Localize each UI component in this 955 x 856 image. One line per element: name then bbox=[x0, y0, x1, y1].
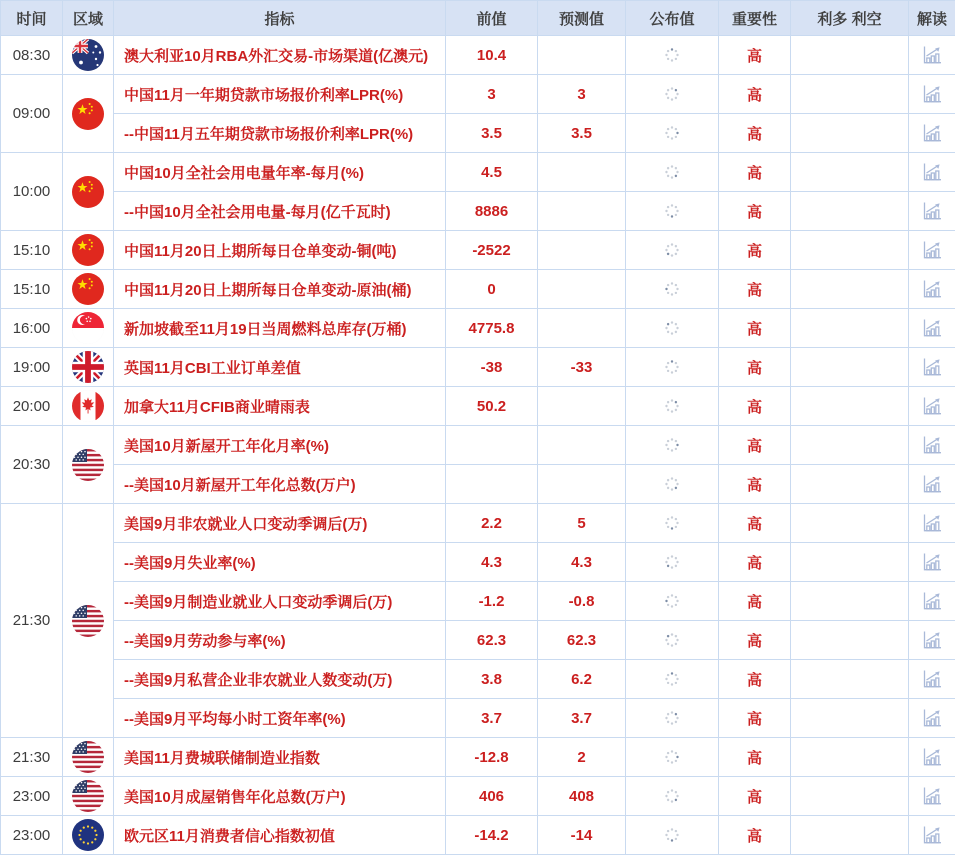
published-value-cell bbox=[626, 192, 719, 231]
interpret-cell bbox=[909, 582, 955, 621]
region-cell bbox=[63, 231, 114, 270]
bull-bear-cell bbox=[791, 543, 909, 582]
interpret-cell bbox=[909, 75, 955, 114]
header-importance: 重要性 bbox=[719, 1, 791, 36]
published-value-cell bbox=[626, 699, 719, 738]
importance-cell: 高 bbox=[719, 387, 791, 426]
table-row bbox=[1, 75, 955, 114]
loading-spinner-icon bbox=[664, 437, 680, 453]
time-cell: 15:10 bbox=[1, 270, 63, 309]
forecast-value-cell: 3.7 bbox=[538, 699, 626, 738]
forecast-value-cell: 3.5 bbox=[538, 114, 626, 153]
indicator-name-cell: 美国11月费城联储制造业指数 bbox=[114, 738, 446, 777]
interpret-cell bbox=[909, 348, 955, 387]
time-cell: 19:00 bbox=[1, 348, 63, 387]
indicator-name-cell: 中国11月20日上期所每日仓单变动-铜(吨) bbox=[114, 231, 446, 270]
previous-value-cell: -2522 bbox=[446, 231, 538, 270]
forecast-value-cell bbox=[538, 192, 626, 231]
bull-bear-cell bbox=[791, 231, 909, 270]
indicator-name-cell: 美国10月新屋开工年化月率(%) bbox=[114, 426, 446, 465]
forecast-value-cell: 3 bbox=[538, 75, 626, 114]
indicator-name-cell: --美国9月制造业就业人口变动季调后(万) bbox=[114, 582, 446, 621]
interpret-cell bbox=[909, 504, 955, 543]
calendar-body bbox=[1, 36, 955, 855]
time-cell: 09:00 bbox=[1, 75, 63, 153]
previous-value-cell: -1.2 bbox=[446, 582, 538, 621]
loading-spinner-icon bbox=[664, 554, 680, 570]
indicator-name-cell: --美国9月私营企业非农就业人数变动(万) bbox=[114, 660, 446, 699]
previous-value-cell: -38 bbox=[446, 348, 538, 387]
view-chart-button[interactable] bbox=[921, 434, 943, 456]
loading-spinner-icon bbox=[664, 242, 680, 258]
interpret-cell bbox=[909, 270, 955, 309]
header-time: 时间 bbox=[1, 1, 63, 36]
published-value-cell bbox=[626, 114, 719, 153]
indicator-name-cell: 中国10月全社会用电量年率-每月(%) bbox=[114, 153, 446, 192]
interpret-cell bbox=[909, 816, 955, 855]
region-cell bbox=[63, 504, 114, 738]
bull-bear-cell bbox=[791, 660, 909, 699]
china-flag-icon bbox=[72, 98, 104, 130]
previous-value-cell: 3.5 bbox=[446, 114, 538, 153]
table-row bbox=[1, 153, 955, 192]
table-row bbox=[1, 465, 955, 504]
region-cell bbox=[63, 75, 114, 153]
view-chart-button[interactable] bbox=[921, 824, 943, 846]
view-chart-button[interactable] bbox=[921, 200, 943, 222]
view-chart-button[interactable] bbox=[921, 785, 943, 807]
table-row bbox=[1, 543, 955, 582]
published-value-cell bbox=[626, 582, 719, 621]
time-cell: 20:30 bbox=[1, 426, 63, 504]
importance-cell: 高 bbox=[719, 75, 791, 114]
previous-value-cell: 50.2 bbox=[446, 387, 538, 426]
forecast-value-cell: 4.3 bbox=[538, 543, 626, 582]
indicator-name-cell: --中国11月五年期贷款市场报价利率LPR(%) bbox=[114, 114, 446, 153]
interpret-cell bbox=[909, 36, 955, 75]
table-row bbox=[1, 426, 955, 465]
bull-bear-cell bbox=[791, 777, 909, 816]
loading-spinner-icon bbox=[664, 359, 680, 375]
importance-cell: 高 bbox=[719, 816, 791, 855]
previous-value-cell: 62.3 bbox=[446, 621, 538, 660]
forecast-value-cell: 6.2 bbox=[538, 660, 626, 699]
importance-cell: 高 bbox=[719, 621, 791, 660]
indicator-name-cell: 美国10月成屋销售年化总数(万户) bbox=[114, 777, 446, 816]
previous-value-cell bbox=[446, 465, 538, 504]
bull-bear-cell bbox=[791, 270, 909, 309]
time-cell: 23:00 bbox=[1, 816, 63, 855]
time-cell: 21:30 bbox=[1, 738, 63, 777]
forecast-value-cell: 5 bbox=[538, 504, 626, 543]
published-value-cell bbox=[626, 426, 719, 465]
header-bull-bear: 利多 利空 bbox=[791, 1, 909, 36]
bull-bear-cell bbox=[791, 192, 909, 231]
indicator-name-cell: --中国10月全社会用电量-每月(亿千瓦时) bbox=[114, 192, 446, 231]
indicator-name-cell: 欧元区11月消费者信心指数初值 bbox=[114, 816, 446, 855]
previous-value-cell: 4775.8 bbox=[446, 309, 538, 348]
loading-spinner-icon bbox=[664, 164, 680, 180]
published-value-cell bbox=[626, 75, 719, 114]
interpret-cell bbox=[909, 192, 955, 231]
table-row bbox=[1, 36, 955, 75]
previous-value-cell: 10.4 bbox=[446, 36, 538, 75]
forecast-value-cell bbox=[538, 36, 626, 75]
previous-value-cell: 0 bbox=[446, 270, 538, 309]
indicator-name-cell: --美国9月平均每小时工资年率(%) bbox=[114, 699, 446, 738]
bull-bear-cell bbox=[791, 75, 909, 114]
canada-flag-icon bbox=[72, 390, 104, 422]
view-chart-button[interactable] bbox=[921, 590, 943, 612]
forecast-value-cell bbox=[538, 270, 626, 309]
forecast-value-cell bbox=[538, 231, 626, 270]
table-row bbox=[1, 348, 955, 387]
time-cell: 15:10 bbox=[1, 231, 63, 270]
region-cell bbox=[63, 153, 114, 231]
region-cell bbox=[63, 36, 114, 75]
indicator-name-cell: --美国10月新屋开工年化总数(万户) bbox=[114, 465, 446, 504]
bull-bear-cell bbox=[791, 309, 909, 348]
bull-bear-cell bbox=[791, 738, 909, 777]
interpret-cell bbox=[909, 738, 955, 777]
published-value-cell bbox=[626, 816, 719, 855]
interpret-cell bbox=[909, 231, 955, 270]
previous-value-cell: 3.7 bbox=[446, 699, 538, 738]
previous-value-cell: -12.8 bbox=[446, 738, 538, 777]
header-forecast: 预测值 bbox=[538, 1, 626, 36]
bull-bear-cell bbox=[791, 465, 909, 504]
time-cell: 08:30 bbox=[1, 36, 63, 75]
importance-cell: 高 bbox=[719, 699, 791, 738]
loading-spinner-icon bbox=[664, 710, 680, 726]
interpret-cell bbox=[909, 621, 955, 660]
view-chart-button[interactable] bbox=[921, 668, 943, 690]
loading-spinner-icon bbox=[664, 125, 680, 141]
loading-spinner-icon bbox=[664, 320, 680, 336]
time-cell: 20:00 bbox=[1, 387, 63, 426]
forecast-value-cell: 408 bbox=[538, 777, 626, 816]
forecast-value-cell: -0.8 bbox=[538, 582, 626, 621]
loading-spinner-icon bbox=[664, 827, 680, 843]
header-region: 区域 bbox=[63, 1, 114, 36]
bull-bear-cell bbox=[791, 153, 909, 192]
loading-spinner-icon bbox=[664, 593, 680, 609]
published-value-cell bbox=[626, 270, 719, 309]
uk-flag-icon bbox=[72, 351, 104, 383]
loading-spinner-icon bbox=[664, 281, 680, 297]
header-indicator: 指标 bbox=[114, 1, 446, 36]
loading-spinner-icon bbox=[664, 203, 680, 219]
time-cell: 16:00 bbox=[1, 309, 63, 348]
bull-bear-cell bbox=[791, 426, 909, 465]
loading-spinner-icon bbox=[664, 632, 680, 648]
previous-value-cell: 4.3 bbox=[446, 543, 538, 582]
table-row bbox=[1, 777, 955, 816]
previous-value-cell: 3 bbox=[446, 75, 538, 114]
bull-bear-cell bbox=[791, 348, 909, 387]
view-chart-button[interactable] bbox=[921, 317, 943, 339]
loading-spinner-icon bbox=[664, 749, 680, 765]
interpret-cell bbox=[909, 153, 955, 192]
interpret-cell bbox=[909, 543, 955, 582]
published-value-cell bbox=[626, 504, 719, 543]
singapore-flag-icon bbox=[72, 312, 104, 344]
importance-cell: 高 bbox=[719, 348, 791, 387]
bull-bear-cell bbox=[791, 36, 909, 75]
published-value-cell bbox=[626, 36, 719, 75]
loading-spinner-icon bbox=[664, 788, 680, 804]
importance-cell: 高 bbox=[719, 192, 791, 231]
bull-bear-cell bbox=[791, 387, 909, 426]
forecast-value-cell: -33 bbox=[538, 348, 626, 387]
indicator-name-cell: 澳大利亚10月RBA外汇交易-市场渠道(亿澳元) bbox=[114, 36, 446, 75]
view-chart-button[interactable] bbox=[921, 239, 943, 261]
region-cell bbox=[63, 738, 114, 777]
view-chart-button[interactable] bbox=[921, 122, 943, 144]
indicator-name-cell: 美国9月非农就业人口变动季调后(万) bbox=[114, 504, 446, 543]
header-previous: 前值 bbox=[446, 1, 538, 36]
view-chart-button[interactable] bbox=[921, 161, 943, 183]
importance-cell: 高 bbox=[719, 465, 791, 504]
previous-value-cell: 3.8 bbox=[446, 660, 538, 699]
interpret-cell bbox=[909, 699, 955, 738]
interpret-cell bbox=[909, 309, 955, 348]
table-row bbox=[1, 114, 955, 153]
bull-bear-cell bbox=[791, 621, 909, 660]
loading-spinner-icon bbox=[664, 398, 680, 414]
view-chart-button[interactable] bbox=[921, 512, 943, 534]
previous-value-cell: 8886 bbox=[446, 192, 538, 231]
header-row bbox=[1, 1, 955, 36]
region-cell bbox=[63, 816, 114, 855]
table-row bbox=[1, 621, 955, 660]
view-chart-button[interactable] bbox=[921, 551, 943, 573]
interpret-cell bbox=[909, 465, 955, 504]
header-interpret: 解读 bbox=[909, 1, 955, 36]
table-row bbox=[1, 231, 955, 270]
previous-value-cell: 406 bbox=[446, 777, 538, 816]
bull-bear-cell bbox=[791, 504, 909, 543]
region-cell bbox=[63, 426, 114, 504]
header-published: 公布值 bbox=[626, 1, 719, 36]
importance-cell: 高 bbox=[719, 114, 791, 153]
eu-flag-icon bbox=[72, 819, 104, 851]
interpret-cell bbox=[909, 660, 955, 699]
loading-spinner-icon bbox=[664, 476, 680, 492]
time-cell: 21:30 bbox=[1, 504, 63, 738]
region-cell bbox=[63, 348, 114, 387]
published-value-cell bbox=[626, 543, 719, 582]
region-cell bbox=[63, 777, 114, 816]
importance-cell: 高 bbox=[719, 777, 791, 816]
china-flag-icon bbox=[72, 273, 104, 305]
bull-bear-cell bbox=[791, 699, 909, 738]
indicator-name-cell: 新加坡截至11月19日当周燃料总库存(万桶) bbox=[114, 309, 446, 348]
published-value-cell bbox=[626, 777, 719, 816]
importance-cell: 高 bbox=[719, 738, 791, 777]
view-chart-button[interactable] bbox=[921, 473, 943, 495]
usa-flag-icon bbox=[72, 605, 104, 637]
interpret-cell bbox=[909, 777, 955, 816]
time-cell: 23:00 bbox=[1, 777, 63, 816]
importance-cell: 高 bbox=[719, 582, 791, 621]
table-row bbox=[1, 738, 955, 777]
importance-cell: 高 bbox=[719, 504, 791, 543]
table-row bbox=[1, 582, 955, 621]
view-chart-button[interactable] bbox=[921, 746, 943, 768]
importance-cell: 高 bbox=[719, 660, 791, 699]
table-row bbox=[1, 816, 955, 855]
time-cell: 10:00 bbox=[1, 153, 63, 231]
importance-cell: 高 bbox=[719, 36, 791, 75]
table-row bbox=[1, 660, 955, 699]
bull-bear-cell bbox=[791, 816, 909, 855]
published-value-cell bbox=[626, 153, 719, 192]
region-cell bbox=[63, 270, 114, 309]
view-chart-button[interactable] bbox=[921, 395, 943, 417]
importance-cell: 高 bbox=[719, 309, 791, 348]
published-value-cell bbox=[626, 660, 719, 699]
table-row bbox=[1, 504, 955, 543]
forecast-value-cell: 62.3 bbox=[538, 621, 626, 660]
forecast-value-cell bbox=[538, 465, 626, 504]
loading-spinner-icon bbox=[664, 515, 680, 531]
previous-value-cell: -14.2 bbox=[446, 816, 538, 855]
published-value-cell bbox=[626, 465, 719, 504]
importance-cell: 高 bbox=[719, 270, 791, 309]
published-value-cell bbox=[626, 621, 719, 660]
usa-flag-icon bbox=[72, 741, 104, 773]
forecast-value-cell bbox=[538, 309, 626, 348]
forecast-value-cell: -14 bbox=[538, 816, 626, 855]
table-row bbox=[1, 192, 955, 231]
previous-value-cell: 2.2 bbox=[446, 504, 538, 543]
usa-flag-icon bbox=[72, 449, 104, 481]
view-chart-button[interactable] bbox=[921, 44, 943, 66]
previous-value-cell bbox=[446, 426, 538, 465]
interpret-cell bbox=[909, 426, 955, 465]
forecast-value-cell: 2 bbox=[538, 738, 626, 777]
region-cell bbox=[63, 309, 114, 348]
table-row bbox=[1, 309, 955, 348]
usa-flag-icon bbox=[72, 780, 104, 812]
australia-flag-icon bbox=[72, 39, 104, 71]
importance-cell: 高 bbox=[719, 543, 791, 582]
view-chart-button[interactable] bbox=[921, 83, 943, 105]
china-flag-icon bbox=[72, 234, 104, 266]
importance-cell: 高 bbox=[719, 426, 791, 465]
published-value-cell bbox=[626, 231, 719, 270]
bull-bear-cell bbox=[791, 582, 909, 621]
indicator-name-cell: 中国11月20日上期所每日仓单变动-原油(桶) bbox=[114, 270, 446, 309]
forecast-value-cell bbox=[538, 426, 626, 465]
importance-cell: 高 bbox=[719, 153, 791, 192]
loading-spinner-icon bbox=[664, 86, 680, 102]
bull-bear-cell bbox=[791, 114, 909, 153]
forecast-value-cell bbox=[538, 153, 626, 192]
loading-spinner-icon bbox=[664, 47, 680, 63]
interpret-cell bbox=[909, 387, 955, 426]
table-row bbox=[1, 270, 955, 309]
indicator-name-cell: 英国11月CBI工业订单差值 bbox=[114, 348, 446, 387]
published-value-cell bbox=[626, 387, 719, 426]
published-value-cell bbox=[626, 348, 719, 387]
forecast-value-cell bbox=[538, 387, 626, 426]
china-flag-icon bbox=[72, 176, 104, 208]
view-chart-button[interactable] bbox=[921, 707, 943, 729]
previous-value-cell: 4.5 bbox=[446, 153, 538, 192]
published-value-cell bbox=[626, 309, 719, 348]
importance-cell: 高 bbox=[719, 231, 791, 270]
indicator-name-cell: 中国11月一年期贷款市场报价利率LPR(%) bbox=[114, 75, 446, 114]
view-chart-button[interactable] bbox=[921, 278, 943, 300]
table-row bbox=[1, 699, 955, 738]
interpret-cell bbox=[909, 114, 955, 153]
indicator-name-cell: --美国9月失业率(%) bbox=[114, 543, 446, 582]
published-value-cell bbox=[626, 738, 719, 777]
table-row bbox=[1, 387, 955, 426]
indicator-name-cell: 加拿大11月CFIB商业晴雨表 bbox=[114, 387, 446, 426]
indicator-name-cell: --美国9月劳动参与率(%) bbox=[114, 621, 446, 660]
loading-spinner-icon bbox=[664, 671, 680, 687]
region-cell bbox=[63, 387, 114, 426]
view-chart-button[interactable] bbox=[921, 629, 943, 651]
view-chart-button[interactable] bbox=[921, 356, 943, 378]
